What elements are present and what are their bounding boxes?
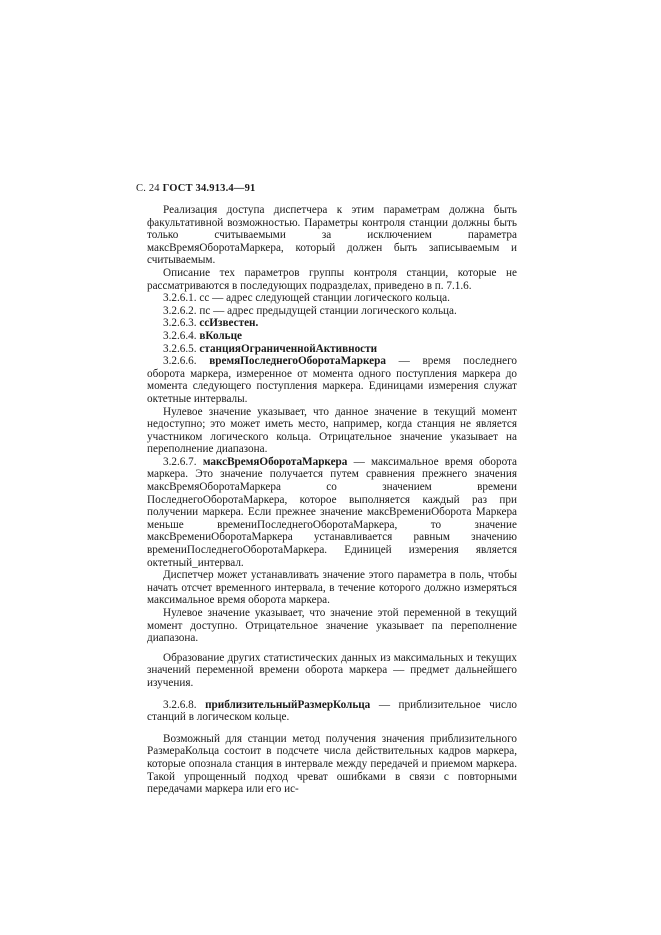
body-text	[147, 204, 517, 796]
clause: 3.2.6.1. сс — адрес следующей станции логического кольца.	[163, 292, 450, 305]
clause	[147, 330, 517, 343]
clause	[147, 317, 517, 330]
clause-term: максВремяОборотаМаркера	[202, 455, 348, 468]
paragraph: Нулевое значение указывает, что данное значение в текущий момент недоступно; это может иметь место, например, когда станция не является участником логического кольца. Отрицательное значение указывает на переполнение диапазона.	[147, 405, 517, 456]
clause: 3.2.6.8. приблизительныйРазмерКольца — приблизительное число станций в логическом кольце.	[147, 698, 517, 724]
clause-term: приблизительныйРазмерКольца	[205, 698, 371, 711]
clause-number: 3.2.6.3.	[163, 317, 197, 330]
clause-term: станцияОграниченнойАктивности	[199, 342, 378, 355]
clause-number: 3.2.6.2.	[163, 304, 197, 317]
clause: 3.2.6.6. времяПоследнегоОборотаМаркера — время последнего оборота маркера, измеренное от момента одного поступления маркера до момента следующего поступления маркера. Единицами измерения служат октетные интервалы.	[147, 355, 518, 405]
clause-number: 3.2.6.1.	[163, 292, 197, 305]
clause-number: 3.2.6.4.	[163, 329, 197, 342]
clause: 3.2.6.7. максВремяОборотаМаркера — максимальное время оборота маркера. Это значение получается путем сравнения прежнего значения максВремяОборотаМаркера со значением времени ПоследнегоОборотаМаркера, которое выполняется каждый раз при получении маркера. Если прежнее значение максВремениОборота Маркера меньше времениПоследнегоОборотаМаркера, то значение максВремениОборотаМаркера устанавливается равным значению времениПоследнегоОборотаМаркера. Единицей измерения является октетный_интервал.	[147, 455, 518, 569]
clause-number: 3.2.6.7.	[163, 455, 197, 468]
running-header	[136, 183, 255, 194]
paragraph: Нулевое значение указывает, что значение этой переменной в текущий момент доступно. Отрицательное значение указывает па переполнение диапазона.	[147, 607, 517, 645]
standard-code: ГОСТ 34.913.4—91	[162, 183, 256, 194]
paragraph: Реализация доступа диспетчера к этим параметрам должна быть факультативной возможностью. Параметры контроля станции должны быть только считываемыми за исключением параметра максВремяОборотаМаркера, который должен быть записываемым и считываемым.	[147, 204, 517, 267]
clause-number: 3.2.6.8.	[163, 698, 197, 711]
paragraph: Образование других статистических данных из максимальных и текущих значений переменной времени оборота маркера — предмет дальнейшего изучения.	[147, 651, 517, 689]
clause-term: вКольце	[199, 329, 243, 342]
paragraph: Описание тех параметров группы контроля станции, которые не рассматриваются в последующих подразделах, приведено в п. 7.1.6.	[147, 266, 517, 292]
clause-term: времяПоследнегоОборотаМаркера	[209, 355, 386, 368]
paragraph: Диспетчер может устанавливать значение этого параметра в поль, чтобы начать отсчет временного интервала, в течение которого должно измеряться максимальное время оборота маркера.	[147, 569, 517, 607]
clause-number: 3.2.6.5.	[163, 342, 197, 355]
page-number: С. 24	[136, 183, 160, 194]
paragraph: Возможный для станции метод получения значения приблизительного РазмераКольца состоит в подсчете числа действительных кадров маркера, которые опознала станция в интервале между передачей и приемом маркера. Такой упрощенный подход чреват ошибками в связи с повторными передачами маркера или его ис-	[147, 732, 517, 796]
clause-number: 3.2.6.6.	[163, 355, 197, 368]
clause	[147, 343, 517, 356]
clause: 3.2.6.2. пс — адрес предыдущей станции логического кольца.	[163, 304, 457, 317]
clause-term: ссИзвестен.	[199, 317, 259, 330]
